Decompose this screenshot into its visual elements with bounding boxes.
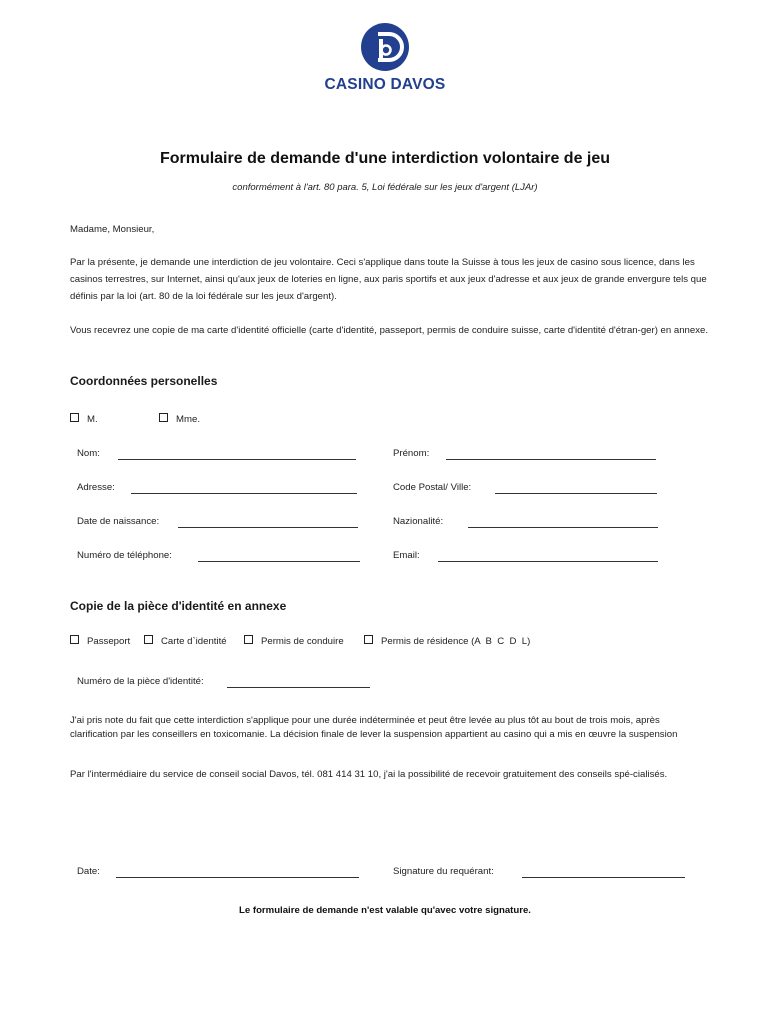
checkbox-icon[interactable] [364, 635, 373, 644]
field-label-date: Date: [77, 866, 100, 877]
field-label-code-postal: Code Postal/ Ville: [393, 482, 472, 493]
page-title: Formulaire de demande d'une interdiction volontaire de jeu [159, 150, 611, 167]
checkbox-carte-identite-label: Carte d`identité [161, 636, 227, 647]
field-telephone-input[interactable] [198, 551, 360, 562]
section-id-title: Copie de la pièce d'identité en annexe [70, 599, 287, 613]
paragraph-duration: J'ai pris note du fait que cette interdiction s'applique pour une durée indéterminée et peut être levée au plus tôt au bout de trois mois, après clarification par les conseillers en toxicomanie. La décision finale de lever la suspension appartient au casino qui a mis en œuvre la suspension [70, 715, 678, 740]
checkbox-permis-residence-label: Permis de résidence (A B C D L) [381, 636, 531, 647]
paragraph-counseling: Par l'intermédiaire du service de conseil social Davos, tél. 081 414 31 10, j'ai la possibilité de recevoir gratuitement des conseils spé-cialisés. [70, 769, 668, 780]
checkbox-mrs-label: Mme. [176, 414, 200, 425]
checkbox-icon[interactable] [244, 635, 253, 644]
field-id-number-input[interactable] [227, 677, 370, 688]
checkbox-mrs[interactable] [159, 413, 200, 425]
field-code-postal-input[interactable] [495, 483, 657, 494]
checkbox-mr[interactable] [70, 413, 98, 425]
casino-davos-logo-icon [360, 22, 410, 72]
field-label-signature: Signature du requérant: [393, 866, 494, 877]
checkbox-icon[interactable] [144, 635, 153, 644]
checkbox-passeport-label: Passeport [87, 636, 131, 647]
checkbox-passeport[interactable] [70, 635, 130, 647]
checkbox-icon[interactable] [159, 413, 168, 422]
checkbox-permis-residence[interactable] [364, 635, 530, 647]
field-nom-input[interactable] [118, 449, 356, 460]
section-personal-title: Coordonnées personelles [70, 374, 218, 388]
checkbox-mr-label: M. [87, 414, 98, 425]
field-nationalite-input[interactable] [468, 517, 658, 528]
paragraph-id-copy: Vous recevrez une copie de ma carte d'identité officielle (carte d'identité, passeport, permis de conduire suisse, carte d'identité d'étran-ger) en annexe. [70, 325, 709, 336]
field-label-adresse: Adresse: [77, 482, 115, 493]
field-date-input[interactable] [116, 867, 359, 878]
checkbox-icon[interactable] [70, 635, 79, 644]
brand-name: CASINO DAVOS [324, 76, 446, 93]
field-date-naissance-input[interactable] [178, 517, 358, 528]
page-subtitle: conformément à l'art. 80 para. 5, Loi fédérale sur les jeux d'argent (LJAr) [232, 182, 538, 193]
checkbox-permis-conduire-label: Permis de conduire [261, 636, 344, 647]
field-label-nationalite: Nazionalité: [393, 516, 444, 527]
checkbox-icon[interactable] [70, 413, 79, 422]
field-label-nom: Nom: [77, 448, 100, 459]
paragraph-request: Par la présente, je demande une interdiction de jeu volontaire. Ceci s'applique dans toute la Suisse à tous les jeux de casino sous licence, dans les casinos terrestres, sur Internet, ainsi qu'aux jeux de loteries en ligne, aux paris sportifs et aux jeux d'adresse et aux jeux de grande envergure tels que définis par la loi (art. 80 de la loi fédérale sur les jeux d'argent). [70, 257, 707, 302]
field-adresse-input[interactable] [131, 483, 357, 494]
greeting: Madame, Monsieur, [70, 224, 155, 235]
field-label-email: Email: [393, 550, 420, 561]
footer-note: Le formulaire de demande n'est valable qu'avec votre signature. [239, 905, 531, 916]
logo [0, 22, 770, 94]
field-signature-input[interactable] [522, 867, 685, 878]
field-label-telephone: Numéro de téléphone: [77, 550, 172, 561]
field-label-id-number: Numéro de la pièce d'identité: [77, 676, 204, 687]
field-label-date-naissance: Date de naissance: [77, 516, 160, 527]
field-prenom-input[interactable] [446, 449, 656, 460]
checkbox-carte-identite[interactable] [144, 635, 227, 647]
field-label-prenom: Prénom: [393, 448, 430, 459]
checkbox-permis-conduire[interactable] [244, 635, 344, 647]
field-email-input[interactable] [438, 551, 658, 562]
